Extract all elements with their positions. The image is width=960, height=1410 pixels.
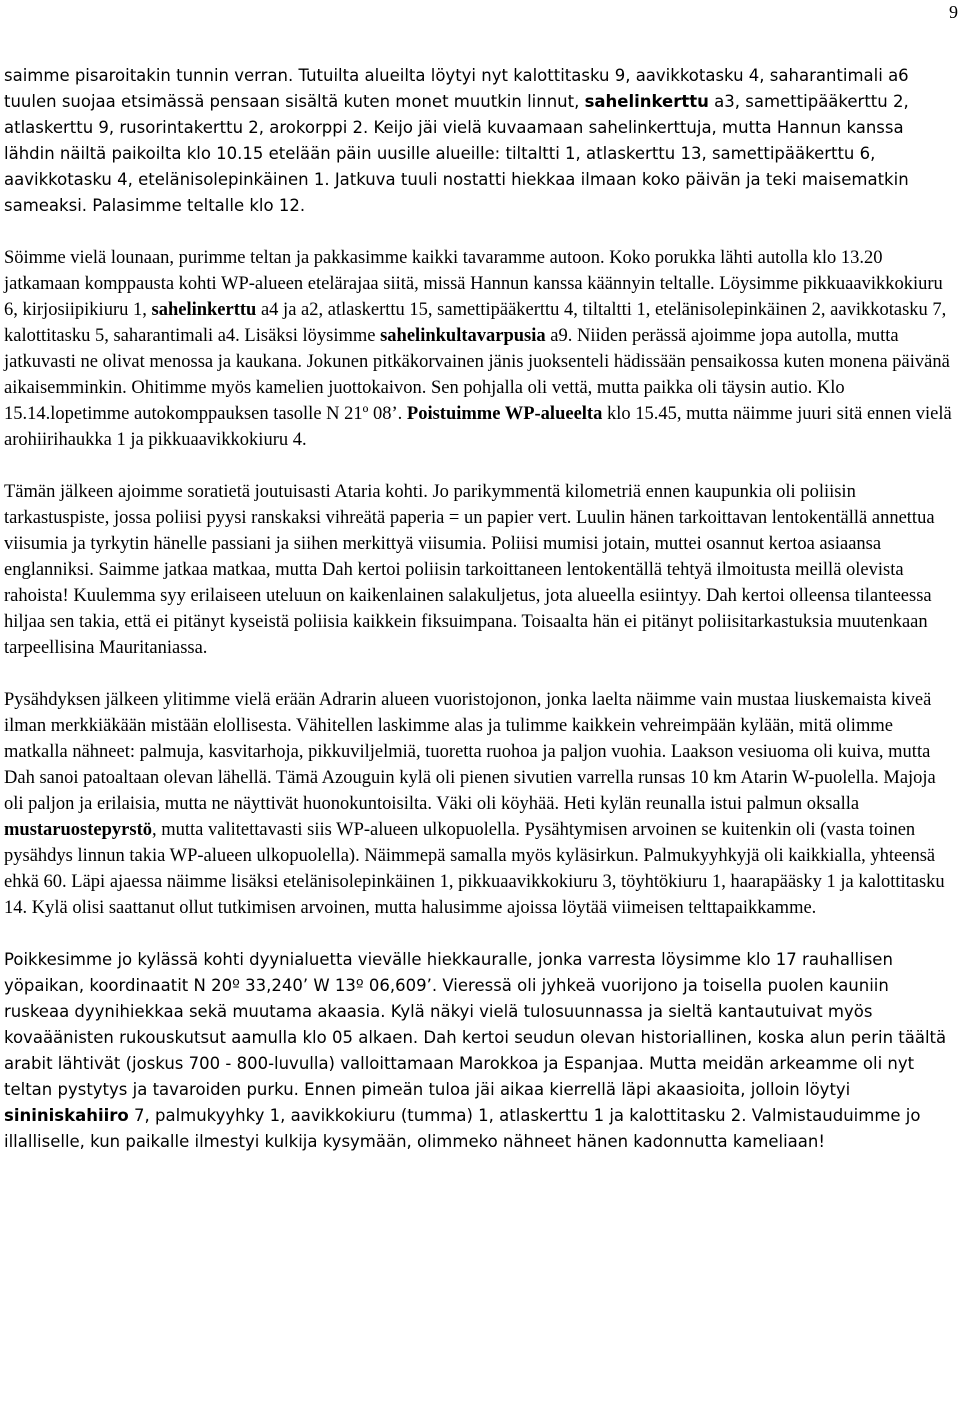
bold-species-name: sahelinkerttu bbox=[584, 92, 709, 111]
text-run: a4 ja a2, atlaskerttu 15, samettipääkerttu 4, tiltaltti 1, etelänisolepinkäinen 2, aavikkotasku 7, kalottitasku 5, saharantimali a4. Lisäksi löysimme bbox=[4, 300, 947, 346]
bold-species-name: sininiskahiiro bbox=[4, 1106, 129, 1125]
text-run: Tämän jälkeen ajoimme soratietä joutuisasti Ataria kohti. Jo parikymmentä kilometriä ennen kaupunkia oli poliisin tarkastuspiste, jossa poliisi pyysi ranskaksi vihreätä paperia = un papier vert. Luulin hänen tarkoittavan lentokentällä annettua viisumia ja tyrkytin hänelle passiani ja siihen merkittyä viisumia. Poliisi mumisi jotain, muttei osannut kertoa asiaansa englanniksi. Saimme jatkaa matkaa, mutta Dah kertoi poliisin tarkoittaneen lentokentällä tehtyä ilmoitusta meillä olevista rahoista! Kuulemma syy erilaiseen uteluun on kaikenlainen salakuljetus, jota alueella esiintyy. Dah kertoi olleensa tilanteessa hiljaa sen takia, että ei pitänyt kyseistä poliisia kaikkein fiksuimpana. Toisaalta hän ei pitänyt poliisitarkastuksia muutenkaan tarpeellisina Mauritaniassa. bbox=[4, 482, 935, 658]
paragraph-5 bbox=[4, 947, 956, 1155]
text-run: a9. Niiden perässä ajoimme jopa autolla, mutta jatkuvasti ne olivat menossa ja kaukana. Jokunen pitkäkorvainen jänis juoksenteli hädissään pensaikossa kuten monena päivänä aikaisemminkin. Ohitimme myös kamelien juottokaivon. Sen pohjalla oli vettä, mutta paikka oli täysin autio. Klo 15.14.lopetimme autokomppauksen tasolle N 21º 08’. bbox=[4, 326, 950, 424]
text-run: 7, palmukyyhky 1, aavikkokiuru (tumma) 1, atlaskerttu 1 ja kalottitasku 2. Valmistauduimme jo illalliselle, kun paikalle ilmestyi kulkija kysymään, olimmeko nähneet hänen kadonnutta kameliaan! bbox=[4, 1106, 921, 1151]
paragraph-1 bbox=[4, 63, 956, 219]
text-run: saimme pisaroitakin tunnin verran. Tutuilta alueilta löytyi nyt kalottitasku 9, aavikkotasku 4, saharantimali a6 tuulen suojaa etsimässä pensaan sisältä kuten monet muutkin linnut, bbox=[4, 66, 909, 111]
page-number: 9 bbox=[949, 2, 958, 22]
text-run: , mutta valitettavasti siis WP-alueen ulkopuolella. Pysähtymisen arvoinen se kuitenkin oli (vasta toinen pysähdys linnun takia WP-alueen ulkopuolella). Näimmepä samalla myös kyläsirkun. Palmukyyhkyjä oli kaikkialla, yhteensä ehkä 60. Läpi ajaessa näimme lisäksi etelänisolepinkäinen 1, pikkuaavikkokiuru 3, töyhtökiuru 1, haarapääsky 1 ja kalottitasku 14. Kylä olisi saattanut ollut tutkimisen arvoinen, mutta halusimme ajoissa löytää viimeisen telttapaikkamme. bbox=[4, 820, 945, 918]
text-run: a3, samettipääkerttu 2, atlaskerttu 9, rusorintakerttu 2, arokorppi 2. Keijo jäi vielä kuvaamaan sahelinkerttuja, mutta Hannun kanssa lähdin näiltä paikoilta klo 10.15 etelään päin uusille alueille: tiltaltti 1, atlaskerttu 13, samettipääkerttu 6, aavikkotasku 4, etelänisolepinkäinen 1. Jatkuva tuuli nostatti hiekkaa ilmaan koko päivän ja teki maisematkin sameaksi. Palasimme teltalle klo 12. bbox=[4, 92, 909, 215]
paragraph-2 bbox=[4, 245, 956, 453]
body-text bbox=[4, 63, 956, 1181]
text-run: Poikkesimme jo kylässä kohti dyynialuetta vievälle hiekkauralle, jonka varresta löysimme klo 17 rauhallisen yöpaikan, koordinaatit N 20º 33,240’ W 13º 06,609’. Vieressä oli jyhkeä vuorijono ja toisella puolen kauniin ruskeaa dyynihiekkaa sekä muutama akaasia. Kylä näkyi vielä tulosuunnassa ja sieltä kantautuivat myös kovaäänisten rukouskutsut aamulla klo 05 alkaen. Dah kertoi seudun olevan historiallinen, koska alun perin täältä arabit lähtivät (joskus 700 - 800-luvulla) valloittamaan Marokkoa ja Espanjaa. Mutta meidän arkeamme oli nyt teltan pystytys ja tavaroiden purku. Ennen pimeän tuloa jäi aikaa kierrellä läpi akaasioita, jolloin löytyi bbox=[4, 950, 947, 1099]
text-run: Pysähdyksen jälkeen ylitimme vielä erään Adrarin alueen vuoristojonon, jonka laelta näimme vain mustaa liuskemaista kiveä ilman merkkiäkään mistään elollisesta. Vähitellen laskimme alas ja tulimme kaikkein vehreimpään kylään, mitä olimme matkalla nähneet: palmuja, kasvitarhoja, pikkuviljelmiä, tuoretta ruohoa ja paljon vuohia. Laakson vesiuoma oli kuiva, mutta Dah sanoi patoaltaan olevan lähellä. Tämä Azouguin kylä oli pienen sivutien varrella runsas 10 km Atarin W-puolella. Majoja oli paljon ja erilaisia, mutta ne näyttivät huonokuntoisilta. Väki oli köyhää. Heti kylän reunalla istui palmun oksalla bbox=[4, 690, 936, 814]
bold-species-name: sahelinkultavarpusia bbox=[380, 326, 546, 346]
text-run: klo 15.45, mutta näimme juuri sitä ennen vielä arohiirihaukka 1 ja pikkuaavikkokiuru 4. bbox=[4, 404, 952, 450]
bold-species-name: sahelinkerttu bbox=[151, 300, 257, 320]
bold-species-name: mustaruostepyrstö bbox=[4, 820, 152, 840]
paragraph-3 bbox=[4, 479, 956, 661]
text-run: Söimme vielä lounaan, purimme teltan ja pakkasimme kaikki tavaramme autoon. Koko porukka lähti autolla klo 13.20 jatkamaan komppausta kohti WP-alueen etelärajaa siitä, missä Hannun kanssa käännyin teltalle. Löysimme pikkuaavikkokiuru 6, kirjosiipikiuru 1, bbox=[4, 248, 943, 320]
paragraph-4 bbox=[4, 687, 956, 921]
bold-species-name: Poistuimme WP-alueelta bbox=[406, 404, 603, 424]
